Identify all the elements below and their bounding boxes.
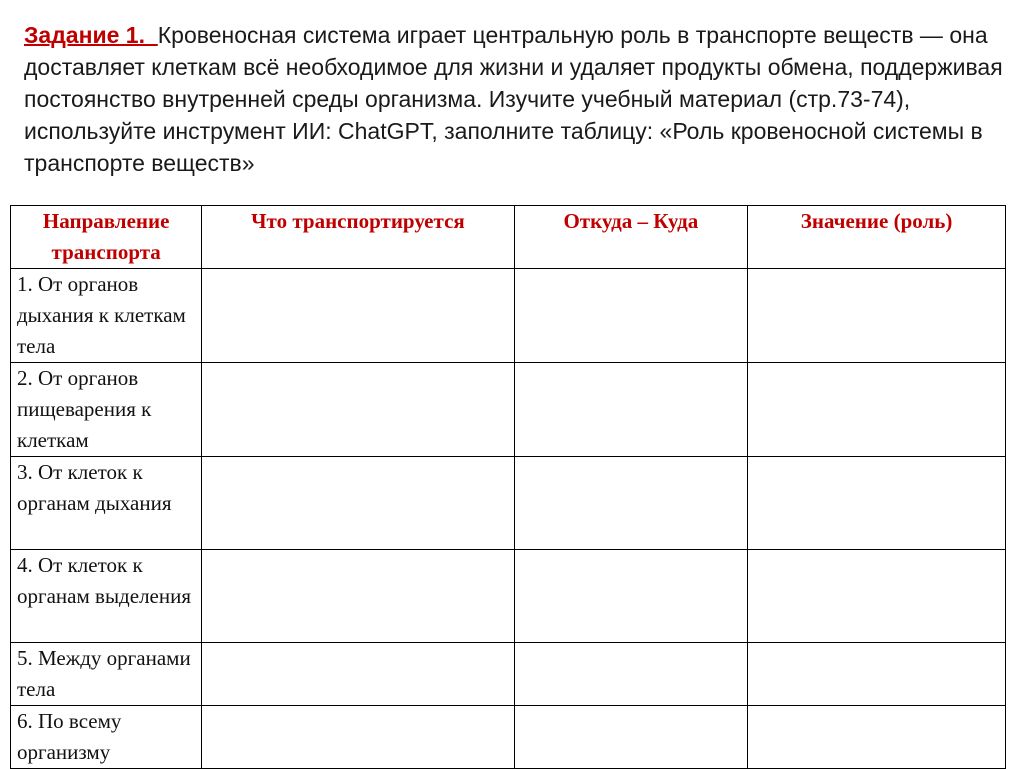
from-to-cell[interactable] bbox=[514, 269, 748, 363]
table-row bbox=[11, 550, 1006, 643]
role-cell[interactable] bbox=[748, 550, 1006, 643]
transport-role-table bbox=[10, 205, 1006, 769]
direction-cell: 6. По всему организму bbox=[11, 706, 202, 769]
role-cell[interactable] bbox=[748, 457, 1006, 550]
header-direction: Направление транспорта bbox=[11, 206, 202, 269]
from-to-cell[interactable] bbox=[514, 550, 748, 643]
direction-cell: 4. От клеток к органам выделения bbox=[11, 550, 202, 643]
what-cell[interactable] bbox=[202, 550, 514, 643]
what-cell[interactable] bbox=[202, 269, 514, 363]
table-row bbox=[11, 457, 1006, 550]
from-to-cell[interactable] bbox=[514, 643, 748, 706]
task-text: Кровеносная система играет центральную роль в транспорте веществ — она доставляет клеткам всё необходимое для жизни и удаляет продукты обмена, поддерживая постоянство внутренней среды организма. Изучите учебный материал (стр.73-74), используйте инструмент ИИ: ChatGPT, заполните таблицу: «Роль кровеносной системы в транспорте веществ» bbox=[24, 22, 1003, 176]
role-cell[interactable] bbox=[748, 363, 1006, 457]
header-what: Что транспортируется bbox=[202, 206, 514, 269]
table-header-row bbox=[11, 206, 1006, 269]
table-row bbox=[11, 643, 1006, 706]
role-cell[interactable] bbox=[748, 643, 1006, 706]
from-to-cell[interactable] bbox=[514, 706, 748, 769]
direction-cell: 3. От клеток к органам дыхания bbox=[11, 457, 202, 550]
direction-cell: 1. От органов дыхания к клеткам тела bbox=[11, 269, 202, 363]
table-row bbox=[11, 269, 1006, 363]
task-statement bbox=[24, 19, 1009, 179]
table-row bbox=[11, 706, 1006, 769]
from-to-cell[interactable] bbox=[514, 363, 748, 457]
direction-cell: 5. Между органами тела bbox=[11, 643, 202, 706]
direction-cell: 2. От органов пищеварения к клеткам bbox=[11, 363, 202, 457]
task-label: Задание 1. bbox=[24, 22, 145, 48]
what-cell[interactable] bbox=[202, 643, 514, 706]
table-row bbox=[11, 363, 1006, 457]
what-cell[interactable] bbox=[202, 457, 514, 550]
role-cell[interactable] bbox=[748, 269, 1006, 363]
what-cell[interactable] bbox=[202, 706, 514, 769]
header-role: Значение (роль) bbox=[748, 206, 1006, 269]
role-cell[interactable] bbox=[748, 706, 1006, 769]
what-cell[interactable] bbox=[202, 363, 514, 457]
from-to-cell[interactable] bbox=[514, 457, 748, 550]
header-from-to: Откуда – Куда bbox=[514, 206, 748, 269]
